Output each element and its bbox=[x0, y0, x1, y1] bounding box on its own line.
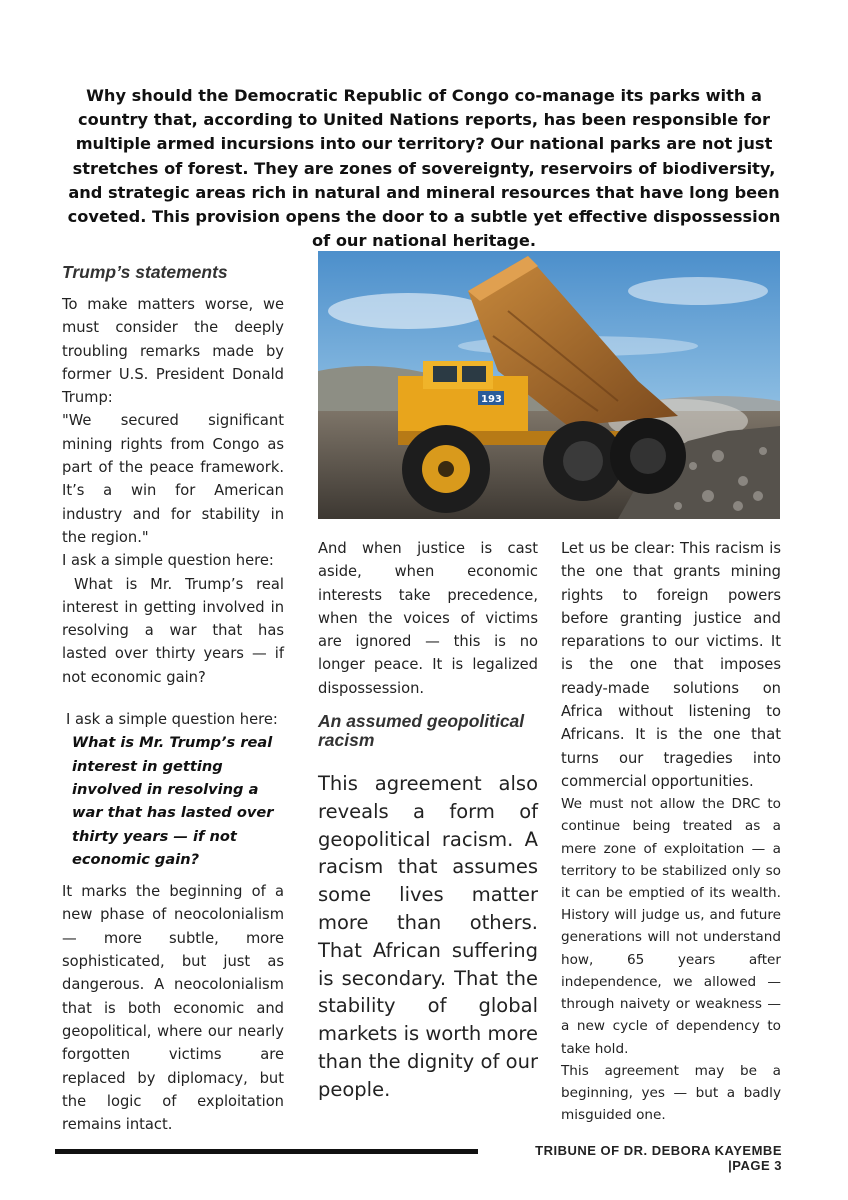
right-column bbox=[561, 537, 781, 1126]
left-column bbox=[62, 262, 284, 1136]
left-question-intro: I ask a simple question here: bbox=[62, 552, 274, 570]
intro-paragraph: Why should the Democratic Republic of Congo co-manage its parks with a country that, according to United Nations reports, has been responsible for multiple armed incursions into our territory? Our national parks are not just stretches of forest. They are zones of sovereignty, reservoirs of biodiversity, and strategic areas rich in natural and mineral resources that have long been coveted. This provision opens the door to a subtle yet effective dispossession of our national heritage. bbox=[67, 86, 781, 251]
middle-paragraph-2: This agreement also reveals a form of geopolitical racism. A racism that assumes some lives matter more than others. That African suffering is secondary. That the stability of global markets is worth more than the dignity of our people. bbox=[318, 772, 538, 1101]
pull-quote-block bbox=[62, 708, 284, 871]
pull-quote: What is Mr. Trump’s real interest in getting involved in resolving a war that has lasted over thirty years — if not economic gain? bbox=[72, 734, 274, 868]
right-paragraph-2: We must not allow the DRC to continue being treated as a mere zone of exploitation — a territory to be stabilized only so it can be emptied of its wealth. History will judge us, and future generations will not understand how, 65 years after independence, we allowed — through naivety or weakness — a new cycle of dependency to take hold. bbox=[561, 796, 781, 1057]
truck-number: 193 bbox=[481, 394, 502, 405]
footer-rule bbox=[55, 1149, 478, 1154]
mining-truck-illustration bbox=[318, 251, 780, 519]
right-paragraph-1: Let us be clear: This racism is the one that grants mining rights to foreign powers before granting justice and reparations to our victims. It is the one that imposes ready-made solutions on Africa without listening to Africans. It is the one that turns our tragedies into commercial opportunities. bbox=[561, 540, 781, 790]
section-heading-trump: Trump’s statements bbox=[62, 262, 228, 282]
footer-page-label: TRIBUNE OF DR. DEBORA KAYEMBE |PAGE 3 bbox=[535, 1143, 782, 1173]
middle-column bbox=[318, 537, 538, 1104]
section-heading-racism: An assumed geopolitical racism bbox=[318, 711, 525, 751]
pull-quote-intro: I ask a simple question here: bbox=[66, 711, 278, 729]
right-paragraph-3: This agreement may be a beginning, yes — but a badly misguided one. bbox=[561, 1062, 781, 1124]
middle-paragraph-1: And when justice is cast aside, when economic interests take precedence, when the voices of victims are ignored — this is no longer peace. It is legalized dispossession. bbox=[318, 540, 538, 697]
left-paragraph-3: It marks the beginning of a new phase of neocolonialism — more subtle, more sophisticated, but just as dangerous. A neocolonialism that is both economic and geopolitical, where our nearly forgotten victims are replaced by diplomacy, but the logic of exploitation remains intact. bbox=[62, 883, 284, 1134]
left-paragraph-1: To make matters worse, we must consider the deeply troubling remarks made by former U.S. President Donald Trump: bbox=[62, 296, 284, 407]
mining-truck-photo bbox=[318, 251, 780, 519]
right-small-text bbox=[561, 793, 781, 1126]
left-text-block bbox=[62, 293, 284, 689]
left-question: What is Mr. Trump’s real interest in getting involved in resolving a war that has lasted over thirty years — if not economic gain? bbox=[62, 575, 284, 686]
left-trump-quote: "We secured significant mining rights from Congo as part of the peace framework. It’s a win for American industry and for stability in the region." bbox=[62, 412, 284, 546]
